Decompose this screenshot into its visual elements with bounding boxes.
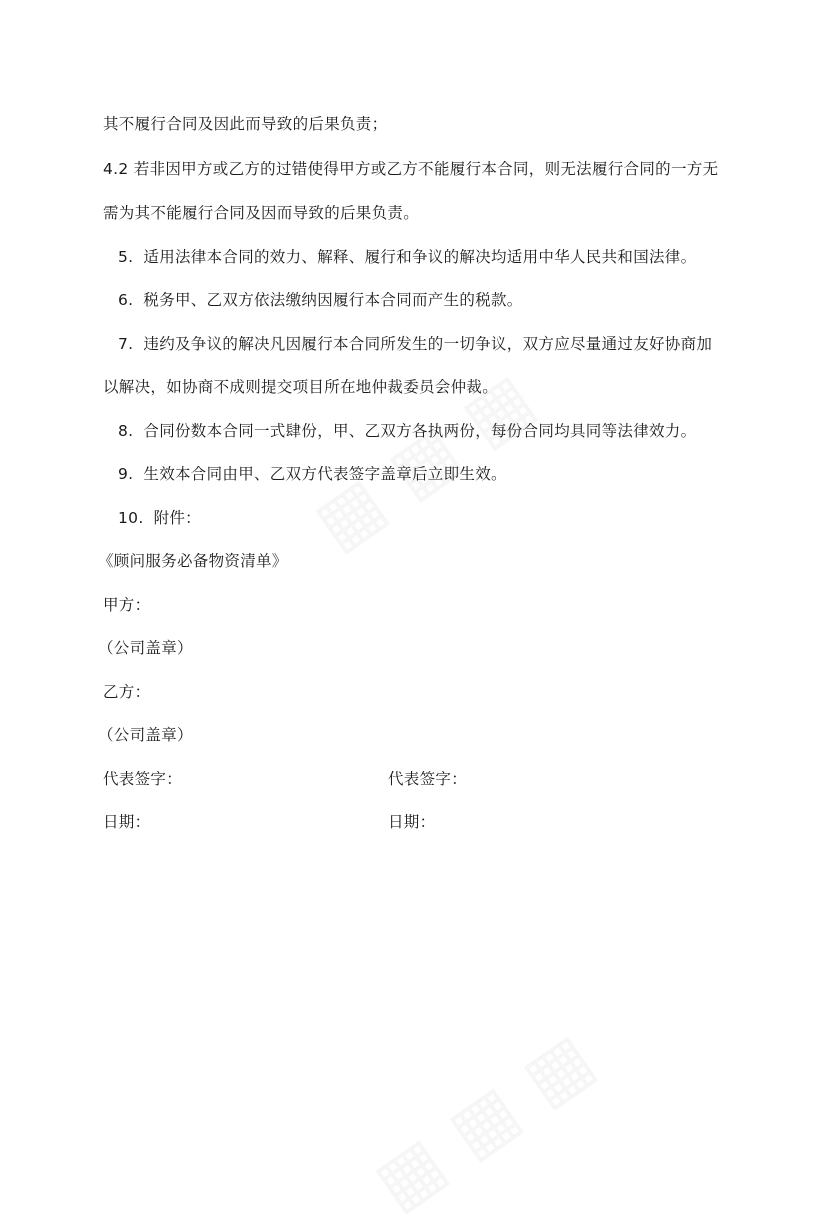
party-a-signature-label: 代表签字： <box>103 770 183 788</box>
clause-4-2-line1: 4.2 若非因甲方或乙方的过错使得甲方或乙方不能履行本合同，则无法履行合同的一方无 <box>103 160 719 178</box>
clause-text: 合同份数本合同一式肆份，甲、乙双方各执两份，每份合同均具同等法律效力。 <box>143 422 697 440</box>
party-a-seal: （公司盖章） <box>98 639 193 657</box>
clause-5 <box>118 246 696 268</box>
clause-4-2-line2: 需为其不能履行合同及因而导致的后果负责。 <box>103 204 420 222</box>
clause-number: 8. <box>118 422 134 440</box>
clause-text: 违约及争议的解决凡因履行本合同所发生的一切争议，双方应尽量通过友好协商加 <box>143 335 713 353</box>
attachment-title: 《顾问服务必备物资清单》 <box>98 552 288 570</box>
clause-9 <box>118 463 507 485</box>
party-b-label: 乙方： <box>103 683 151 701</box>
clause-7 <box>118 333 712 355</box>
clause-8 <box>118 420 696 442</box>
party-b-signature-label: 代表签字： <box>388 770 468 788</box>
clause-7-continued: 以解决，如协商不成则提交项目所在地仲裁委员会仲裁。 <box>103 378 499 396</box>
clause-number: 5. <box>118 248 134 266</box>
party-b-date-label: 日期： <box>388 813 436 831</box>
paragraph-text: 其不履行合同及因此而导致的后果负责； <box>103 115 388 133</box>
party-b-seal: （公司盖章） <box>98 726 193 744</box>
clause-6 <box>118 289 523 311</box>
clause-number: 10. <box>118 509 144 527</box>
clause-number: 9. <box>118 465 134 483</box>
clause-text: 生效本合同由甲、乙双方代表签字盖章后立即生效。 <box>143 465 507 483</box>
watermark <box>359 1017 608 1225</box>
party-a-label: 甲方： <box>103 596 151 614</box>
clause-number: 6. <box>118 291 134 309</box>
party-a-date-label: 日期： <box>103 813 151 831</box>
clause-text: 附件： <box>153 509 201 527</box>
clause-text: 税务甲、乙双方依法缴纳因履行本合同而产生的税款。 <box>143 291 523 309</box>
clause-number: 7. <box>118 335 134 353</box>
clause-10 <box>118 507 201 529</box>
clause-text: 适用法律本合同的效力、解释、履行和争议的解决均适用中华人民共和国法律。 <box>143 248 697 266</box>
